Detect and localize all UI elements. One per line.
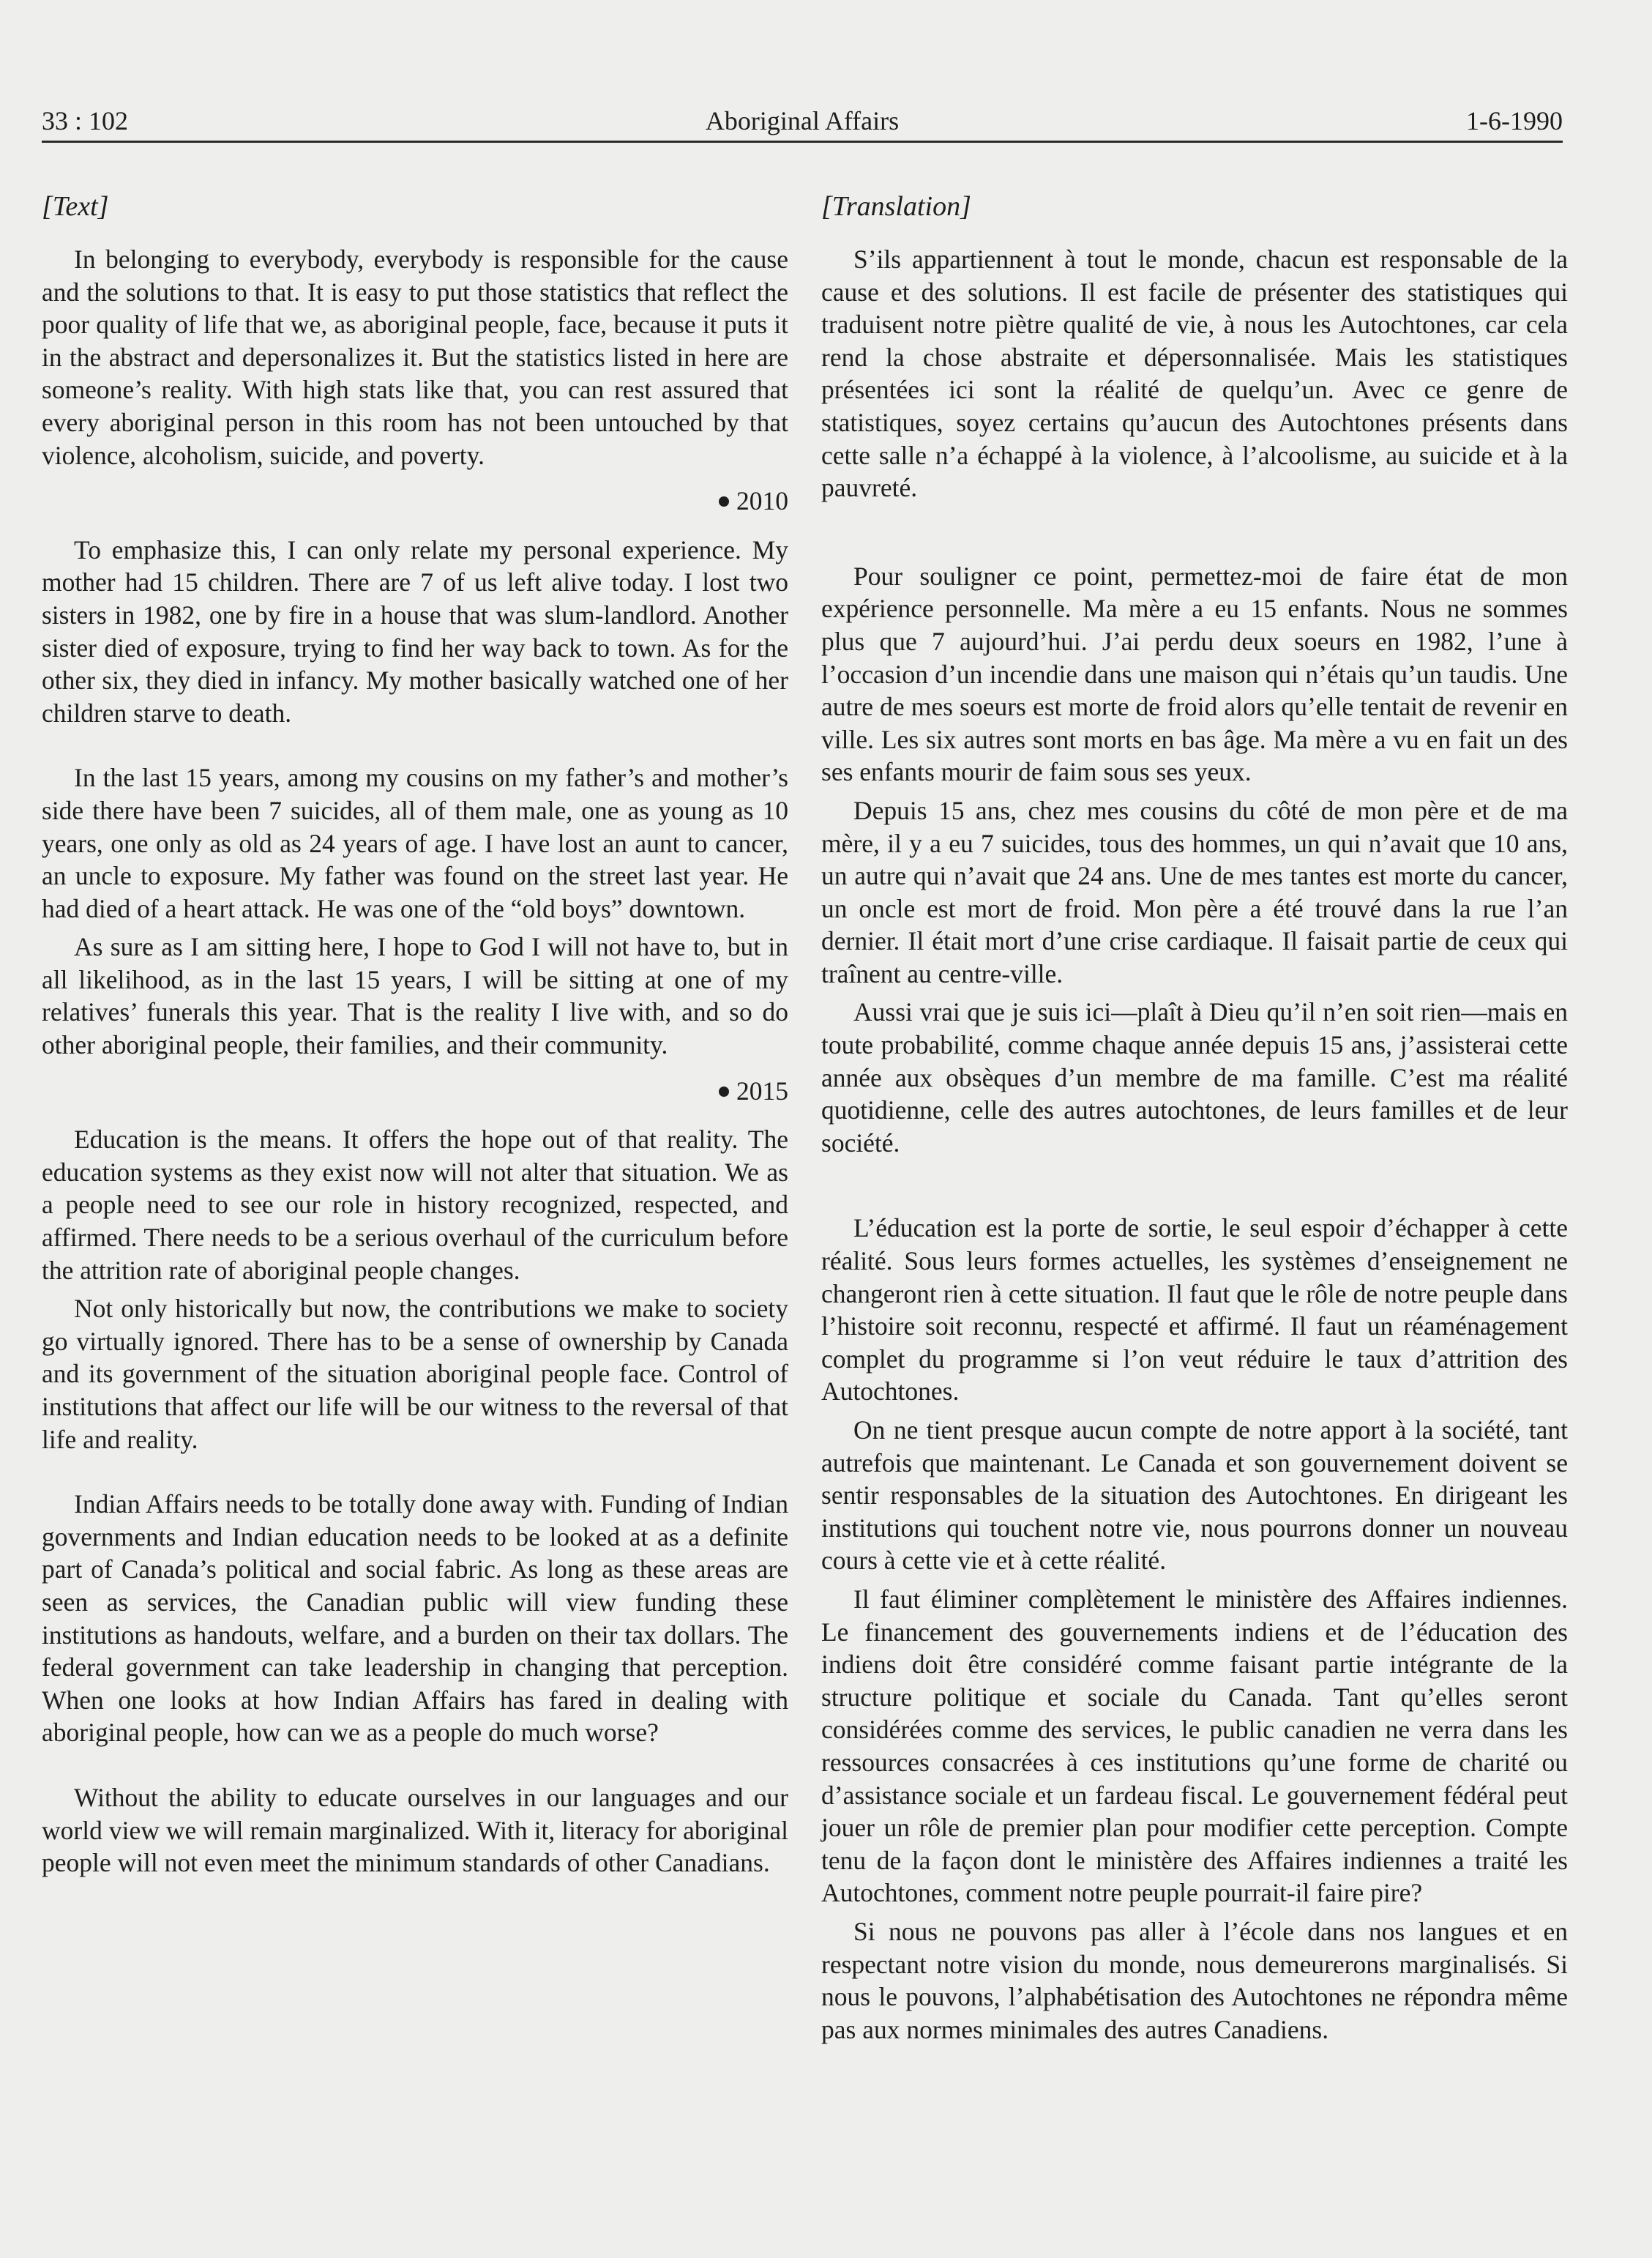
page-date: 1-6-1990 [1466, 106, 1563, 135]
time-marker-value: 2015 [736, 1076, 788, 1106]
paragraph: Il faut éliminer complètement le ministère des Affaires indiennes. Le financement des gouvernements indiens et de l’éducation des indiens doit être considéré comme faisant partie intégrante de la structure politique et sociale du Canada. Tant qu’elles seront considérées comme des services, le public canadien ne verra dans les ressources consacrées à ces institutions qu’une forme de charité ou d’assistance sociale et un fardeau fiscal. Le gouvernement fédéral peut jouer un rôle de premier plan pour modifier cette perception. Compte tenu de la façon dont le ministère des Affaires indiennes a traité les Autochtones, comment notre peuple pourrait-il faire pire? [821, 1584, 1568, 1908]
paragraph: Indian Affairs needs to be totally done away with. Funding of Indian governments and Indian education needs to be looked at as a definite part of Canada’s political and social fabric. As long as these areas are seen as services, the Canadian public will view funding these institutions as handouts, welfare, and a burden on their tax dollars. The federal government can take leadership in changing that perception. When one looks at how Indian Affairs has fared in dealing with aboriginal people, how can we as a people do much worse? [42, 1489, 788, 1748]
page-number: 33 : 102 [42, 106, 129, 135]
paragraph: As sure as I am sitting here, I hope to God I will not have to, but in all likelihood, as in the last 15 years, I will be sitting at one of my relatives’ funerals this year. That is the reality I live with, and so do other aboriginal people, their families, and their community. [42, 932, 788, 1060]
bullet-icon [719, 1087, 729, 1097]
time-marker-value: 2010 [736, 486, 788, 516]
running-title: Aboriginal Affairs [705, 106, 900, 135]
paragraph: Depuis 15 ans, chez mes cousins du côté de mon père et de ma mère, il y a eu 7 suicides, tous des hommes, un qui n’avait que 10 ans, un autre qui n’avait que 24 ans. Une de mes tantes est morte du cancer, un oncle est mort de froid. Mon père a été trouvé dans la rue l’an dernier. Il était mort d’une crise cardiaque. Il faisait partie de ceux qui traînent au centre-ville. [821, 795, 1568, 988]
column-label-text: [Text] [42, 191, 109, 222]
time-marker [42, 485, 788, 518]
paragraph: In belonging to everybody, everybody is responsible for the cause and the solutions to that. It is easy to put those statistics that reflect the poor quality of life that we, as aboriginal people, face, because it puts it in the abstract and depersonalizes it. But the statistics listed in here are someone’s reality. With high stats like that, you can rest assured that every aboriginal person in this room has not been untouched by that violence, alcoholism, suicide, and poverty. [42, 245, 788, 470]
paragraph: Education is the means. It offers the hope out of that reality. The education systems as they exist now will not alter that situation. We as a people need to see our role in history recognized, respected, and affirmed. There needs to be a serious overhaul of the curriculum before the attrition rate of aboriginal people changes. [42, 1125, 788, 1285]
column-label-translation: [Translation] [821, 191, 971, 222]
paragraph: In the last 15 years, among my cousins on my father’s and mother’s side there have been 7 suicides, all of them male, one as young as 10 years, one only as old as 24 years of age. I have lost an aunt to cancer, an uncle to exposure. My father was found on the street last year. He had died of a heart attack. He was one of the “old boys” downtown. [42, 763, 788, 923]
paragraph: Si nous ne pouvons pas aller à l’école dans nos langues et en respectant notre vision du monde, nous demeurerons marginalisés. Si nous le pouvons, l’alphabétisation des Autochtones ne répondra même pas aux normes minimales des autres Canadiens. [821, 1916, 1568, 2044]
paragraph: Not only historically but now, the contributions we make to society go virtually ignored. There has to be a sense of ownership by Canada and its government of the situation aboriginal people face. Control of institutions that affect our life will be our witness to the reversal of that life and reality. [42, 1294, 788, 1454]
text-column-french [821, 187, 1568, 2046]
paragraph: On ne tient presque aucun compte de notre apport à la société, tant autrefois que maintenant. Le Canada et son gouvernement doivent se sentir responsables de la situation des Autochtones. En dirigeant les institutions qui touchent notre vie, nous pourrons donner un nouveau cours à cette vie et à cette réalité. [821, 1415, 1568, 1576]
time-marker [42, 1075, 788, 1108]
paragraph: L’éducation est la porte de sortie, le seul espoir d’échapper à cette réalité. Sous leurs formes actuelles, les systèmes d’enseignement ne changeront rien à cette situation. Il faut que le rôle de notre peuple dans l’histoire soit reconnu, respecté et affirmé. Il faut un réaménagement complet du programme si l’on veut réduire le taux d’attrition des Autochtones. [821, 1213, 1568, 1406]
bullet-icon [719, 496, 729, 507]
paragraph: Pour souligner ce point, permettez-moi de faire état de mon expérience personnelle. Ma mère a eu 15 enfants. Nous ne sommes plus que 7 aujourd’hui. J’ai perdu deux soeurs en 1982, l’une à l’occasion d’un incendie dans une maison qui n’étais qu’un taudis. Une autre de mes soeurs est morte de froid alors qu’elle tentait de revenir en ville. Les six autres sont morts en bas âge. Ma mère a vu en fait un des ses enfants mourir de faim sous ses yeux. [821, 561, 1568, 787]
paragraph: Aussi vrai que je suis ici—plaît à Dieu qu’il n’en soit rien—mais en toute probabilité, comme chaque année depuis 15 ans, j’assisterai cette année aux obsèques d’un membre de ma famille. C’est ma réalité quotidienne, celle des autres autochtones, de leurs familles et de leur société. [821, 997, 1568, 1158]
paragraph: Without the ability to educate ourselves in our languages and our world view we will remain marginalized. With it, literacy for aboriginal people will not even meet the minimum standards of other Canadians. [42, 1782, 788, 1878]
paragraph: To emphasize this, I can only relate my personal experience. My mother had 15 children. There are 7 of us left alive today. I lost two sisters in 1982, one by fire in a house that was slum-landlord. Another sister died of exposure, trying to find her way back to town. As for the other six, they died in infancy. My mother basically watched one of her children starve to death. [42, 534, 788, 728]
text-column-english [42, 187, 788, 1879]
page-header [42, 103, 1563, 143]
paragraph: S’ils appartiennent à tout le monde, chacun est responsable de la cause et des solutions. Il est facile de présenter des statistiques qui traduisent notre piètre qualité de vie, à nous les Autochtones, car cela rend la chose abstraite et dépersonnalisée. Mais les statistiques présentées ici sont la réalité de quelqu’un. Avec ce genre de statistiques, soyez certains qu’aucun des Autochtones présents dans cette salle n’a échappé à la violence, à l’alcoolisme, au suicide et à la pauvreté. [821, 245, 1568, 503]
